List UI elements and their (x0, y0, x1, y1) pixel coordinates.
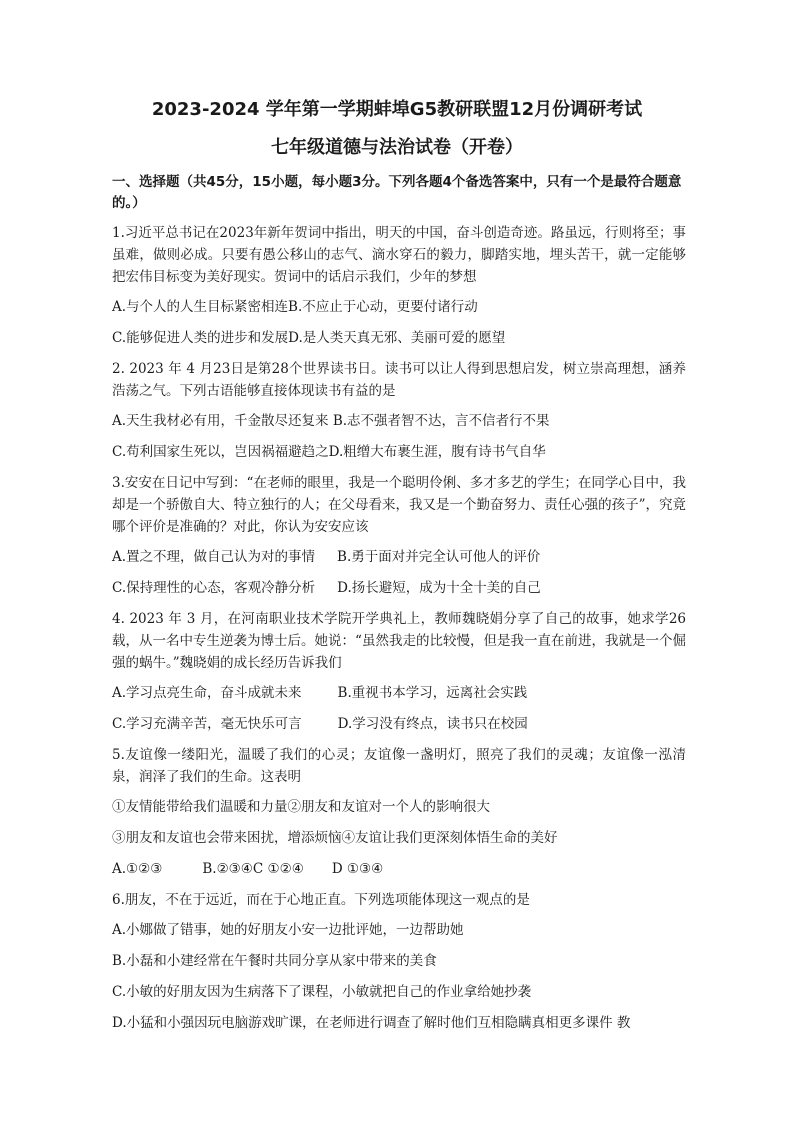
question-stem: 6.朋友，不在于远近，而在于心地正直。下列选项能体现这一观点的是 (112, 892, 530, 908)
question-list (112, 222, 686, 1043)
option-d: D.扬长避短，成为十全十美的自己 (337, 580, 541, 596)
statements-34: ③朋友和友谊也会带来困扰，增添烦恼④友谊让我们更深刻体悟生命的美好 (112, 830, 558, 846)
question-stem: 4. 2023 年 3 月，在河南职业技术学院开学典礼上，教师魏晓娟分享了自己的故事，她求学26载，从一名中专生逆袭为博士后。她说：“虽然我走的比较慢，但是我一直在前进，我就是一个倔强的蜗牛。”魏晓娟的成长经历告诉我们 (112, 611, 686, 671)
option-c: C.保持理性的心态，客观冷静分析 (112, 580, 316, 596)
option-a: A.学习点亮生命，奋斗成就未来 (112, 685, 302, 701)
statements-12: ①友情能带给我们温暖和力量②朋友和友谊对一个人的影响很大 (112, 799, 490, 815)
options-ab: A.天生我材必有用，千金散尽还复来 B.志不强者智不达，言不信者行不果 (112, 413, 550, 429)
options-cd: C.苟利国家生死以，岂因祸福避趋之D.粗缯大布裹生涯，腹有诗书气自华 (112, 444, 546, 460)
question-stem: 5.友谊像一缕阳光，温暖了我们的心灵；友谊像一盏明灯，照亮了我们的灵魂；友谊像一泓清泉，润泽了我们的生命。这表明 (112, 747, 686, 785)
question-3 (112, 472, 686, 599)
section-heading: 一、选择题（共45分，15小题，每小题3分。下列各题4个备选答案中，只有一个是最符合题意的。） (112, 174, 682, 211)
options-ab (112, 682, 686, 704)
options-cd (112, 577, 686, 599)
option-c: C.小敏的好朋友因为生病落下了课程，小敏就把自己的作业拿给她抄袭 (112, 984, 532, 1000)
option-c: C.学习充满辛苦，毫无快乐可言 (112, 716, 302, 732)
question-2 (112, 358, 686, 463)
option-d: D.小猛和小强因玩电脑游戏旷课，在老师进行调查了解时他们互相隐瞒真相更多课件 教 (112, 1015, 631, 1031)
options-cd (112, 713, 686, 735)
option-a: A.①②③ (112, 861, 163, 877)
option-d: D ①③④ (331, 861, 384, 877)
question-5 (112, 744, 686, 880)
exam-subtitle: 七年级道德与法治试卷（开卷） (271, 137, 523, 158)
question-6 (112, 889, 686, 1034)
options-ab (112, 546, 686, 568)
options-cd: C.能够促进人类的进步和发展D.是人类天真无邪、美丽可爱的愿望 (112, 330, 506, 346)
option-bc: B.②③④C ①②④ (202, 861, 304, 877)
options-abcd (112, 858, 686, 880)
option-b: B.小磊和小建经常在午餐时共同分享从家中带来的美食 (112, 953, 437, 969)
question-stem: 2. 2023 年 4 月23日是第28个世界读书日。读书可以让人得到思想启发，树立崇高理想，涵养浩荡之气。下列古语能够直接体现读书有益的是 (112, 361, 686, 399)
option-a: A.置之不理，做自己认为对的事情 (112, 549, 316, 565)
option-a: A.小娜做了错事，她的好朋友小安一边批评她，一边帮助她 (112, 922, 464, 938)
option-d: D.学习没有终点，读书只在校园 (337, 716, 528, 732)
options-ab: A.与个人的人生目标紧密相连B.不应止于心动，更要付诸行动 (112, 299, 478, 315)
option-b: B.勇于面对并完全认可他人的评价 (337, 549, 541, 565)
question-4 (112, 608, 686, 735)
option-b: B.重视书本学习，远离社会实践 (337, 685, 528, 701)
question-1 (112, 222, 686, 349)
exam-title: 2023-2024 学年第一学期蚌埠G5教研联盟12月份调研考试 (151, 99, 643, 120)
question-stem: 1.习近平总书记在2023年新年贺词中指出，明天的中国，奋斗创造奇迹。路虽远，行则将至；事虽难，做则必成。只要有愚公移山的志气、滴水穿石的毅力，脚踏实地，埋头苦干，就一定能够把宏伟目标变为美好现实。贺词中的话启示我们，少年的梦想 (112, 225, 686, 285)
question-stem: 3.安安在日记中写到：“在老师的眼里，我是一个聪明伶俐、多才多艺的学生；在同学心目中，我却是一个骄傲自大、特立独行的人；在父母看来，我又是一个勤奋努力、责任心强的孩子”，究竟哪个评价是准确的？对此，你认为安安应该 (112, 475, 686, 535)
